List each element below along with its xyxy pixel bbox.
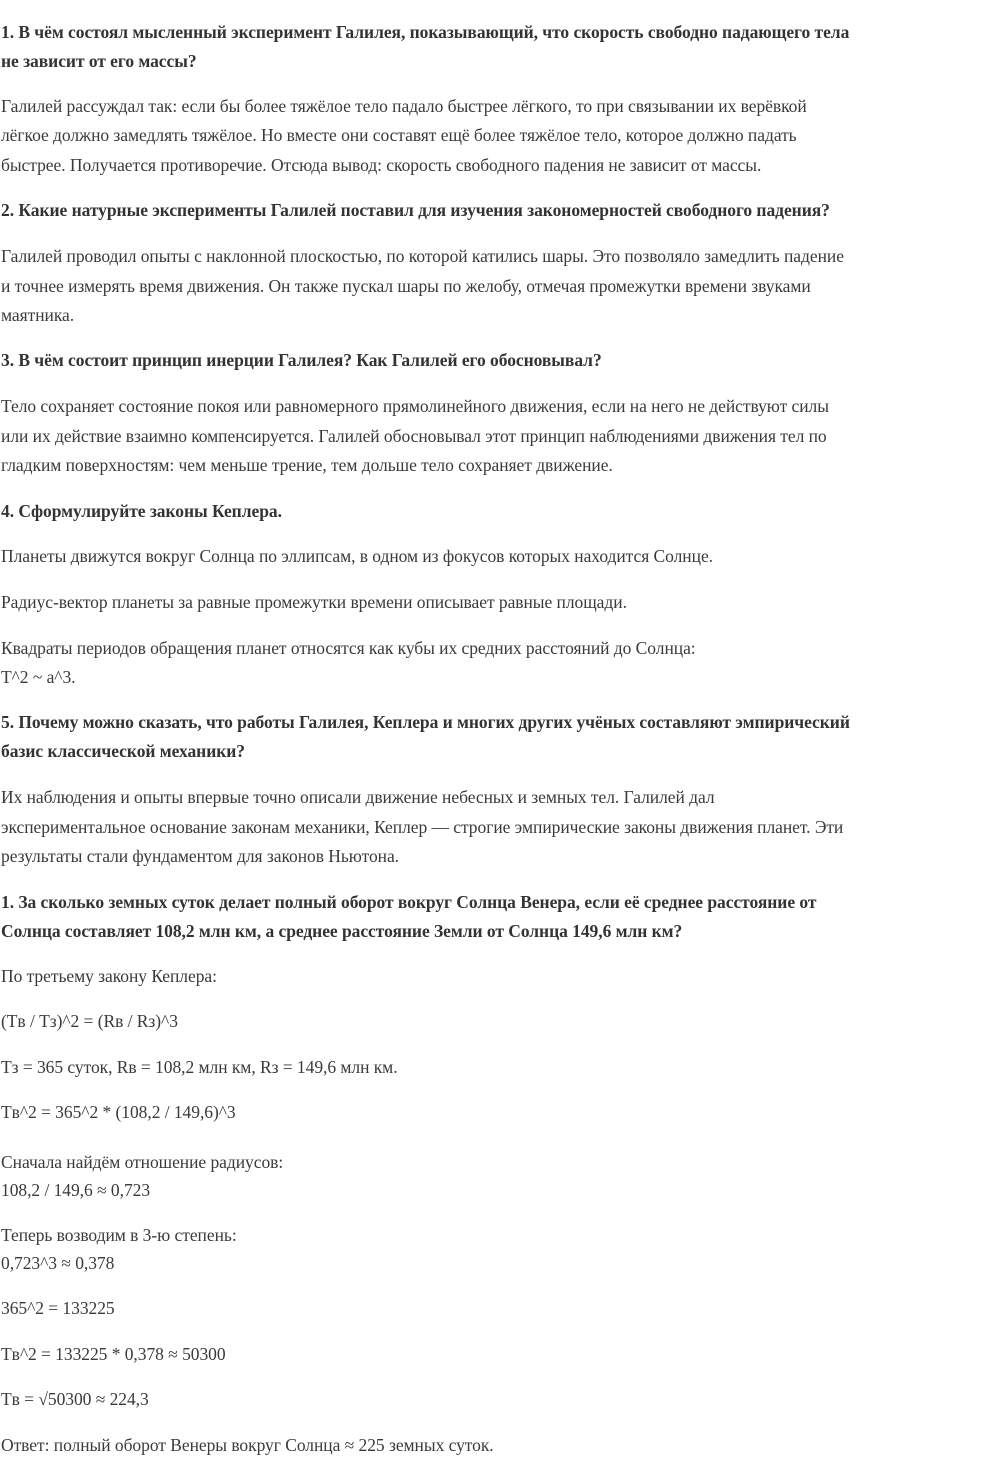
answer-1-line-3: быстрее. Получается противоречие. Отсюда вывод: скорость свободного падения не зависит от массы. — [1, 155, 762, 175]
solution-substitution: Tв^2 = 365^2 * (108,2 / 149,6)^3 — [1, 1102, 236, 1122]
question-3-line-1: 3. В чём состоит принцип инерции Галилея? Как Галилей его обосновывал? — [1, 350, 602, 370]
answer-5-line-2: экспериментальное основание законам механики, Кеплер — строгие эмпирические законы движения планет. Эти — [1, 817, 844, 837]
solution-formula: (Tв / Tз)^2 = (Rв / Rз)^3 — [1, 1011, 178, 1031]
answer-5-line-3: результаты стали фундаментом для законов Ньютона. — [1, 846, 400, 866]
answer-3-line-1: Тело сохраняет состояние покоя или равномерного прямолинейного движения, если на него не действуют силы — [1, 396, 829, 416]
question-5-line-2: базис классической механики? — [1, 741, 245, 761]
solution-answer: Ответ: полный оборот Венеры вокруг Солнца ≈ 225 земных суток. — [1, 1435, 494, 1455]
solution-product: Tв^2 = 133225 * 0,378 ≈ 50300 — [1, 1344, 226, 1364]
solution-root: Tв = √50300 ≈ 224,3 — [1, 1389, 149, 1409]
answer-2-line-2: и точнее измерять время движения. Он также пускал шары по желобу, отмечая промежутки времени звуками — [1, 276, 811, 296]
question-5-line-1: 5. Почему можно сказать, что работы Галилея, Кеплера и многих других учёных составляют эмпирический — [1, 712, 850, 732]
answer-3-line-3: гладким поверхностям: чем меньше трение, тем дольше тело сохраняет движение. — [1, 455, 613, 475]
solution-cube-value: 0,723^3 ≈ 0,378 — [1, 1253, 115, 1273]
answer-1-line-1: Галилей рассуждал так: если бы более тяжёлое тело падало быстрее лёгкого, то при связывании их верёвкой — [1, 96, 807, 116]
solution-square: 365^2 = 133225 — [1, 1298, 115, 1318]
kepler-law-1: Планеты движутся вокруг Солнца по эллипсам, в одном из фокусов которых находится Солнце. — [1, 546, 713, 566]
kepler-law-3-formula: T^2 ~ a^3. — [1, 667, 76, 687]
kepler-law-3: Квадраты периодов обращения планет относятся как кубы их средних расстояний до Солнца: — [1, 638, 696, 658]
answer-3-line-2: или их действие взаимно компенсируется. Галилей обосновывал этот принцип наблюдениями движения тел по — [1, 426, 827, 446]
solution-ratio-value: 108,2 / 149,6 ≈ 0,723 — [1, 1180, 151, 1200]
question-4-line-1: 4. Сформулируйте законы Кеплера. — [1, 501, 282, 521]
problem-1-line-2: Солнца составляет 108,2 млн км, а среднее расстояние Земли от Солнца 149,6 млн км? — [1, 921, 683, 941]
question-2-line-1: 2. Какие натурные эксперименты Галилей поставил для изучения закономерностей свободного падения? — [1, 200, 830, 220]
question-1-line-1: 1. В чём состоял мысленный эксперимент Галилея, показывающий, что скорость свободно падающего тела — [1, 22, 850, 42]
problem-1-line-1: 1. За сколько земных суток делает полный оборот вокруг Солнца Венера, если её среднее расстояние от — [1, 892, 817, 912]
answer-2-line-3: маятника. — [1, 305, 75, 325]
solution-intro: По третьему закону Кеплера: — [1, 966, 217, 986]
solution-given: Tз = 365 суток, Rв = 108,2 млн км, Rз = 149,6 млн км. — [1, 1057, 398, 1077]
answer-2-line-1: Галилей проводил опыты с наклонной плоскостью, по которой катились шары. Это позволяло замедлить падение — [1, 246, 844, 266]
answer-1-line-2: лёгкое должно замедлять тяжёлое. Но вместе они составят ещё более тяжёлое тело, которое должно падать — [1, 125, 797, 145]
kepler-law-2: Радиус-вектор планеты за равные промежутки времени описывает равные площади. — [1, 592, 627, 612]
question-1-line-2: не зависит от его массы? — [1, 51, 197, 71]
solution-cube-text: Теперь возводим в 3-ю степень: — [1, 1225, 237, 1245]
answer-5-line-1: Их наблюдения и опыты впервые точно описали движение небесных и земных тел. Галилей дал — [1, 787, 715, 807]
solution-ratio-text: Сначала найдём отношение радиусов: — [1, 1152, 284, 1172]
